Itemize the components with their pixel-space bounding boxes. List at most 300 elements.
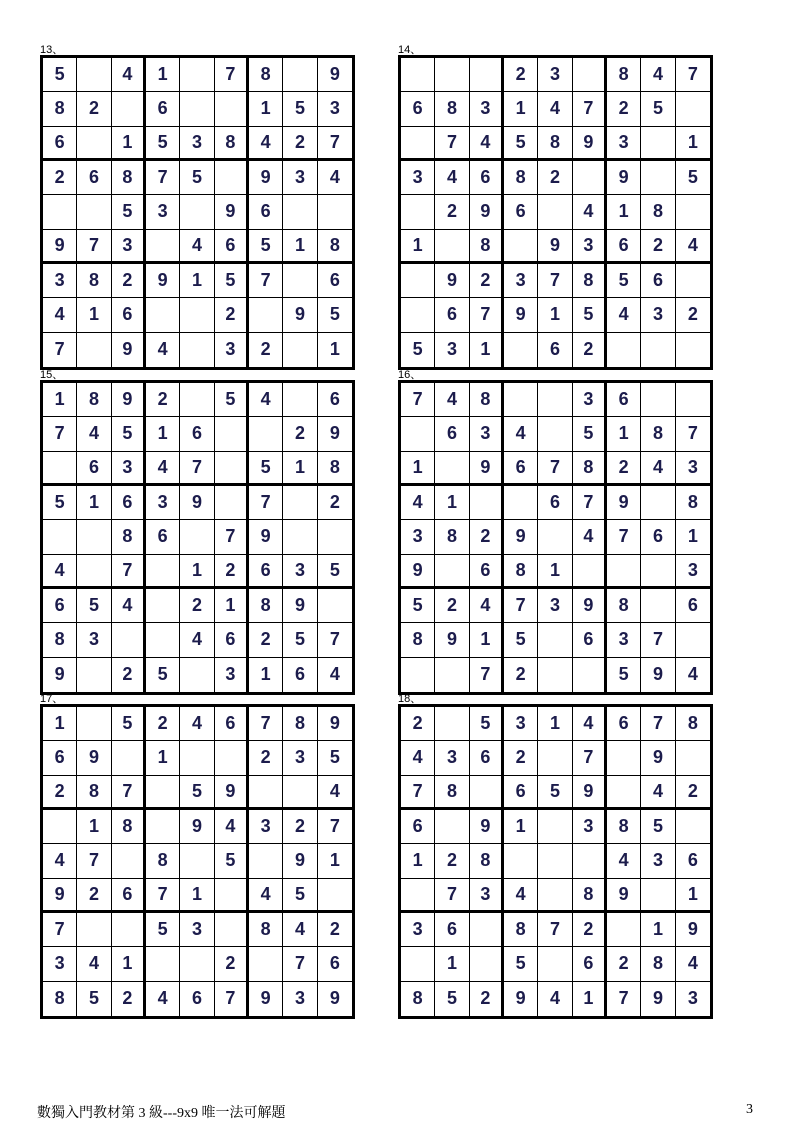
sudoku-cell: 7 — [215, 982, 249, 1016]
sudoku-cell: 5 — [573, 298, 607, 332]
sudoku-cell: 2 — [249, 333, 283, 367]
sudoku-cell — [283, 333, 317, 367]
sudoku-cell: 2 — [470, 982, 504, 1016]
sudoku-cell — [676, 333, 710, 367]
sudoku-cell: 5 — [283, 92, 317, 126]
sudoku-cell: 1 — [329, 339, 340, 360]
sudoku-cell — [538, 520, 572, 554]
sudoku-cell — [538, 383, 572, 417]
sudoku-cell: 9 — [146, 264, 180, 298]
sudoku-cell: 2 — [676, 298, 710, 332]
sudoku-cell: 5 — [641, 810, 675, 844]
sudoku-cell: 4 — [470, 589, 504, 623]
sudoku-cell: 6 — [504, 195, 538, 229]
sudoku-cell: 2 — [504, 658, 538, 692]
sudoku-cell: 8 — [504, 555, 538, 589]
sudoku-cell: 1 — [435, 486, 469, 520]
sudoku-cell: 6 — [607, 230, 641, 264]
sudoku-cell — [283, 383, 317, 417]
sudoku-cell — [180, 520, 214, 554]
sudoku-cell: 8 — [504, 161, 538, 195]
sudoku-cell: 1 — [249, 658, 283, 692]
sudoku-cell: 3 — [573, 810, 607, 844]
sudoku-cell: 4 — [112, 58, 146, 92]
sudoku-cell — [538, 741, 572, 775]
sudoku-cell: 8 — [641, 417, 675, 451]
sudoku-cell: 7 — [676, 417, 710, 451]
sudoku-grid — [40, 380, 355, 695]
sudoku-cell: 4 — [180, 230, 214, 264]
puzzle-label: 16、 — [398, 369, 422, 381]
sudoku-cell: 3 — [146, 486, 180, 520]
sudoku-cell — [112, 623, 146, 657]
sudoku-cell: 3 — [180, 913, 214, 947]
sudoku-cell: 1 — [43, 383, 77, 417]
sudoku-cell — [607, 333, 641, 367]
sudoku-cell: 5 — [607, 264, 641, 298]
sudoku-cell: 5 — [573, 417, 607, 451]
sudoku-cell: 7 — [435, 879, 469, 913]
sudoku-cell: 3 — [641, 298, 675, 332]
sudoku-cell: 8 — [435, 776, 469, 810]
sudoku-cell — [641, 879, 675, 913]
sudoku-cell — [401, 658, 435, 692]
sudoku-cell: 7 — [573, 92, 607, 126]
sudoku-cell: 2 — [249, 623, 283, 657]
sudoku-cell: 5 — [504, 127, 538, 161]
sudoku-cell: 3 — [538, 589, 572, 623]
sudoku-cell — [538, 810, 572, 844]
sudoku-cell: 6 — [43, 127, 77, 161]
sudoku-cell: 8 — [43, 623, 77, 657]
sudoku-cell: 9 — [641, 658, 675, 692]
sudoku-cell: 1 — [43, 707, 77, 741]
sudoku-cell: 8 — [146, 844, 180, 878]
sudoku-cell: 3 — [470, 879, 504, 913]
sudoku-cell: 9 — [538, 230, 572, 264]
sudoku-cell — [641, 161, 675, 195]
sudoku-cell: 8 — [470, 383, 504, 417]
sudoku-cell — [249, 776, 283, 810]
sudoku-cell — [573, 161, 607, 195]
sudoku-cell: 3 — [401, 161, 435, 195]
sudoku-cell — [77, 555, 111, 589]
sudoku-cell: 6 — [676, 844, 710, 878]
sudoku-cell — [641, 555, 675, 589]
sudoku-cell: 8 — [573, 879, 607, 913]
sudoku-cell — [180, 844, 214, 878]
sudoku-cell: 7 — [641, 707, 675, 741]
sudoku-cell — [112, 913, 146, 947]
sudoku-cell: 7 — [504, 589, 538, 623]
sudoku-cell — [215, 452, 249, 486]
sudoku-cell: 2 — [470, 264, 504, 298]
sudoku-cell: 9 — [318, 707, 352, 741]
sudoku-cell: 2 — [607, 92, 641, 126]
sudoku-cell: 5 — [318, 298, 352, 332]
sudoku-cell: 3 — [283, 982, 317, 1016]
sudoku-cell: 8 — [607, 589, 641, 623]
sudoku-cell: 1 — [77, 298, 111, 332]
sudoku-cell: 5 — [112, 707, 146, 741]
sudoku-cell: 2 — [318, 913, 352, 947]
sudoku-cell: 1 — [504, 92, 538, 126]
sudoku-cell — [641, 486, 675, 520]
sudoku-cell: 1 — [470, 333, 504, 367]
sudoku-cell: 4 — [538, 92, 572, 126]
sudoku-cell: 2 — [435, 589, 469, 623]
sudoku-cell: 2 — [112, 264, 146, 298]
sudoku-cell — [607, 741, 641, 775]
sudoku-cell: 8 — [77, 383, 111, 417]
sudoku-cell — [146, 810, 180, 844]
sudoku-cell: 2 — [146, 383, 180, 417]
sudoku-cell — [283, 264, 317, 298]
sudoku-cell: 3 — [504, 707, 538, 741]
sudoku-cell: 4 — [573, 707, 607, 741]
footer-title: 數獨入門教材第 3 級---9x9 唯一法可解題 — [37, 1106, 286, 1121]
sudoku-cell: 6 — [470, 161, 504, 195]
sudoku-cell: 8 — [470, 844, 504, 878]
sudoku-cell: 3 — [538, 58, 572, 92]
sudoku-cell: 3 — [401, 520, 435, 554]
sudoku-cell: 9 — [573, 589, 607, 623]
sudoku-cell: 9 — [249, 161, 283, 195]
sudoku-cell: 8 — [573, 452, 607, 486]
sudoku-cell — [435, 58, 469, 92]
sudoku-cell: 7 — [77, 844, 111, 878]
sudoku-cell: 6 — [435, 913, 469, 947]
sudoku-cell — [573, 844, 607, 878]
sudoku-cell — [318, 520, 352, 554]
sudoku-cell — [676, 383, 710, 417]
sudoku-cell: 1 — [607, 417, 641, 451]
sudoku-cell: 4 — [435, 383, 469, 417]
sudoku-cell: 6 — [215, 707, 249, 741]
sudoku-cell: 9 — [401, 555, 435, 589]
sudoku-cell: 3 — [435, 741, 469, 775]
sudoku-cell: 4 — [687, 664, 698, 685]
sudoku-cell: 4 — [573, 195, 607, 229]
sudoku-cell — [573, 555, 607, 589]
sudoku-grid — [398, 55, 713, 370]
sudoku-cell: 4 — [249, 879, 283, 913]
sudoku-cell — [573, 658, 607, 692]
sudoku-cell: 9 — [43, 658, 77, 692]
sudoku-cell: 2 — [573, 913, 607, 947]
sudoku-cell: 6 — [146, 92, 180, 126]
sudoku-cell: 8 — [249, 913, 283, 947]
sudoku-cell: 9 — [318, 58, 352, 92]
sudoku-cell: 5 — [283, 623, 317, 657]
sudoku-cell: 9 — [180, 486, 214, 520]
sudoku-cell: 7 — [318, 810, 352, 844]
sudoku-cell: 5 — [676, 161, 710, 195]
sudoku-cell: 7 — [470, 298, 504, 332]
sudoku-cell: 2 — [607, 452, 641, 486]
sudoku-cell: 2 — [43, 776, 77, 810]
puzzle-label: 13、 — [40, 44, 64, 56]
sudoku-cell: 1 — [215, 589, 249, 623]
sudoku-cell — [538, 623, 572, 657]
sudoku-cell: 7 — [112, 555, 146, 589]
sudoku-cell — [504, 230, 538, 264]
sudoku-cell: 6 — [215, 230, 249, 264]
sudoku-cell: 4 — [318, 161, 352, 195]
sudoku-cell: 8 — [401, 623, 435, 657]
sudoku-cell: 6 — [435, 298, 469, 332]
sudoku-cell: 5 — [249, 452, 283, 486]
sudoku-cell: 8 — [249, 589, 283, 623]
sudoku-cell — [215, 741, 249, 775]
sudoku-cell: 7 — [43, 913, 77, 947]
sudoku-cell: 9 — [607, 486, 641, 520]
sudoku-cell: 3 — [180, 127, 214, 161]
sudoku-cell: 7 — [43, 333, 77, 367]
sudoku-cell: 5 — [538, 776, 572, 810]
sudoku-cell — [676, 623, 710, 657]
sudoku-cell: 2 — [676, 776, 710, 810]
sudoku-cell: 9 — [573, 776, 607, 810]
sudoku-cell: 4 — [641, 776, 675, 810]
sudoku-cell: 2 — [43, 161, 77, 195]
sudoku-cell — [77, 58, 111, 92]
sudoku-cell: 1 — [249, 92, 283, 126]
sudoku-cell — [504, 383, 538, 417]
sudoku-cell: 8 — [112, 810, 146, 844]
sudoku-cell — [146, 298, 180, 332]
sudoku-cell: 1 — [470, 623, 504, 657]
sudoku-cell: 1 — [504, 810, 538, 844]
sudoku-cell: 8 — [249, 58, 283, 92]
sudoku-cell — [146, 776, 180, 810]
sudoku-cell: 3 — [641, 844, 675, 878]
sudoku-cell: 8 — [318, 452, 352, 486]
sudoku-cell: 4 — [538, 982, 572, 1016]
sudoku-cell: 2 — [401, 707, 435, 741]
sudoku-cell — [215, 161, 249, 195]
sudoku-cell: 6 — [112, 298, 146, 332]
sudoku-cell: 1 — [146, 741, 180, 775]
sudoku-cell: 1 — [573, 982, 607, 1016]
sudoku-cell: 9 — [676, 913, 710, 947]
sudoku-cell: 5 — [43, 486, 77, 520]
sudoku-cell — [77, 658, 111, 692]
sudoku-cell: 8 — [283, 707, 317, 741]
sudoku-cell: 5 — [641, 92, 675, 126]
sudoku-cell — [180, 92, 214, 126]
sudoku-cell — [180, 195, 214, 229]
sudoku-cell: 9 — [249, 520, 283, 554]
page-number: 3 — [746, 1102, 753, 1117]
sudoku-cell — [180, 298, 214, 332]
sudoku-cell: 8 — [607, 810, 641, 844]
sudoku-cell: 2 — [607, 947, 641, 981]
sudoku-cell: 5 — [249, 230, 283, 264]
sudoku-cell — [180, 383, 214, 417]
sudoku-cell: 9 — [470, 452, 504, 486]
sudoku-cell: 2 — [435, 195, 469, 229]
sudoku-cell: 7 — [607, 520, 641, 554]
sudoku-cell — [180, 947, 214, 981]
sudoku-cell: 7 — [607, 982, 641, 1016]
sudoku-cell: 8 — [470, 230, 504, 264]
sudoku-cell — [249, 947, 283, 981]
sudoku-cell: 3 — [283, 161, 317, 195]
sudoku-cell: 9 — [504, 982, 538, 1016]
sudoku-cell — [180, 658, 214, 692]
sudoku-cell: 6 — [283, 658, 317, 692]
sudoku-cell: 7 — [573, 741, 607, 775]
sudoku-cell: 8 — [43, 982, 77, 1016]
sudoku-cell: 1 — [77, 810, 111, 844]
sudoku-cell: 3 — [435, 333, 469, 367]
sudoku-cell: 2 — [641, 230, 675, 264]
sudoku-cell: 3 — [112, 230, 146, 264]
sudoku-cell — [676, 741, 710, 775]
sudoku-cell: 9 — [180, 810, 214, 844]
sudoku-cell: 9 — [43, 879, 77, 913]
sudoku-cell — [249, 417, 283, 451]
sudoku-cell — [401, 298, 435, 332]
sudoku-grid — [40, 704, 355, 1019]
sudoku-cell — [435, 707, 469, 741]
sudoku-cell: 7 — [112, 776, 146, 810]
sudoku-cell — [146, 230, 180, 264]
sudoku-cell: 1 — [180, 555, 214, 589]
sudoku-grid — [398, 380, 713, 695]
sudoku-cell — [77, 520, 111, 554]
sudoku-cell: 3 — [215, 658, 249, 692]
sudoku-cell: 6 — [538, 333, 572, 367]
sudoku-cell: 5 — [180, 161, 214, 195]
sudoku-cell: 4 — [470, 127, 504, 161]
sudoku-cell: 3 — [401, 913, 435, 947]
sudoku-cell — [401, 947, 435, 981]
sudoku-cell: 5 — [146, 658, 180, 692]
sudoku-cell: 7 — [538, 264, 572, 298]
sudoku-cell: 9 — [573, 127, 607, 161]
sudoku-cell: 9 — [504, 520, 538, 554]
sudoku-cell: 5 — [146, 913, 180, 947]
sudoku-cell: 6 — [215, 623, 249, 657]
sudoku-cell: 2 — [435, 844, 469, 878]
sudoku-cell: 8 — [318, 230, 352, 264]
sudoku-cell: 9 — [112, 333, 146, 367]
sudoku-cell: 9 — [318, 417, 352, 451]
sudoku-cell: 4 — [504, 879, 538, 913]
sudoku-cell: 5 — [77, 982, 111, 1016]
sudoku-cell — [180, 333, 214, 367]
sudoku-cell: 1 — [146, 58, 180, 92]
sudoku-cell — [180, 58, 214, 92]
sudoku-cell: 4 — [676, 230, 710, 264]
sudoku-cell: 6 — [401, 92, 435, 126]
sudoku-cell — [215, 879, 249, 913]
sudoku-cell: 9 — [112, 383, 146, 417]
sudoku-cell: 7 — [146, 161, 180, 195]
sudoku-cell — [215, 486, 249, 520]
sudoku-cell — [435, 230, 469, 264]
sudoku-cell: 9 — [329, 988, 340, 1009]
sudoku-cell — [504, 844, 538, 878]
sudoku-cell: 8 — [435, 520, 469, 554]
sudoku-cell: 8 — [676, 707, 710, 741]
sudoku-cell — [43, 452, 77, 486]
sudoku-cell: 3 — [676, 555, 710, 589]
sudoku-cell — [538, 658, 572, 692]
sudoku-cell: 3 — [607, 127, 641, 161]
sudoku-cell: 9 — [283, 589, 317, 623]
sudoku-cell: 8 — [435, 92, 469, 126]
sudoku-cell: 2 — [215, 298, 249, 332]
sudoku-cell: 2 — [215, 947, 249, 981]
sudoku-cell: 4 — [43, 298, 77, 332]
sudoku-cell: 6 — [180, 982, 214, 1016]
sudoku-cell: 4 — [180, 623, 214, 657]
sudoku-cell — [283, 776, 317, 810]
sudoku-cell: 7 — [215, 58, 249, 92]
sudoku-cell: 7 — [470, 658, 504, 692]
sudoku-cell — [318, 879, 352, 913]
sudoku-cell: 4 — [607, 844, 641, 878]
sudoku-cell: 4 — [43, 555, 77, 589]
sudoku-cell — [470, 947, 504, 981]
sudoku-cell: 6 — [573, 947, 607, 981]
sudoku-cell: 8 — [538, 127, 572, 161]
sudoku-cell: 6 — [146, 520, 180, 554]
sudoku-cell: 2 — [283, 810, 317, 844]
sudoku-cell: 6 — [401, 810, 435, 844]
sudoku-cell: 7 — [401, 776, 435, 810]
sudoku-cell: 6 — [249, 555, 283, 589]
sudoku-cell: 5 — [401, 333, 435, 367]
sudoku-cell: 6 — [641, 264, 675, 298]
sudoku-cell: 6 — [112, 486, 146, 520]
sudoku-cell: 1 — [676, 879, 710, 913]
sudoku-grid — [40, 55, 355, 370]
sudoku-cell: 4 — [146, 452, 180, 486]
sudoku-cell: 3 — [607, 623, 641, 657]
sudoku-cell: 3 — [146, 195, 180, 229]
sudoku-cell: 2 — [318, 486, 352, 520]
sudoku-cell: 9 — [470, 810, 504, 844]
sudoku-cell: 3 — [215, 333, 249, 367]
sudoku-cell: 7 — [249, 707, 283, 741]
sudoku-cell: 2 — [504, 741, 538, 775]
sudoku-cell: 4 — [435, 161, 469, 195]
sudoku-cell: 8 — [112, 161, 146, 195]
sudoku-cell — [77, 127, 111, 161]
sudoku-cell — [215, 913, 249, 947]
sudoku-cell: 6 — [470, 555, 504, 589]
sudoku-cell: 8 — [641, 947, 675, 981]
sudoku-cell — [676, 195, 710, 229]
sudoku-cell: 1 — [676, 127, 710, 161]
sudoku-cell: 1 — [538, 298, 572, 332]
sudoku-cell — [43, 810, 77, 844]
sudoku-cell: 4 — [283, 913, 317, 947]
sudoku-cell: 5 — [435, 982, 469, 1016]
sudoku-cell: 7 — [435, 127, 469, 161]
sudoku-cell — [538, 417, 572, 451]
sudoku-cell — [435, 555, 469, 589]
sudoku-cell: 6 — [318, 383, 352, 417]
sudoku-cell: 5 — [504, 947, 538, 981]
sudoku-cell: 6 — [43, 741, 77, 775]
sudoku-cell: 8 — [641, 195, 675, 229]
sudoku-cell: 3 — [470, 92, 504, 126]
